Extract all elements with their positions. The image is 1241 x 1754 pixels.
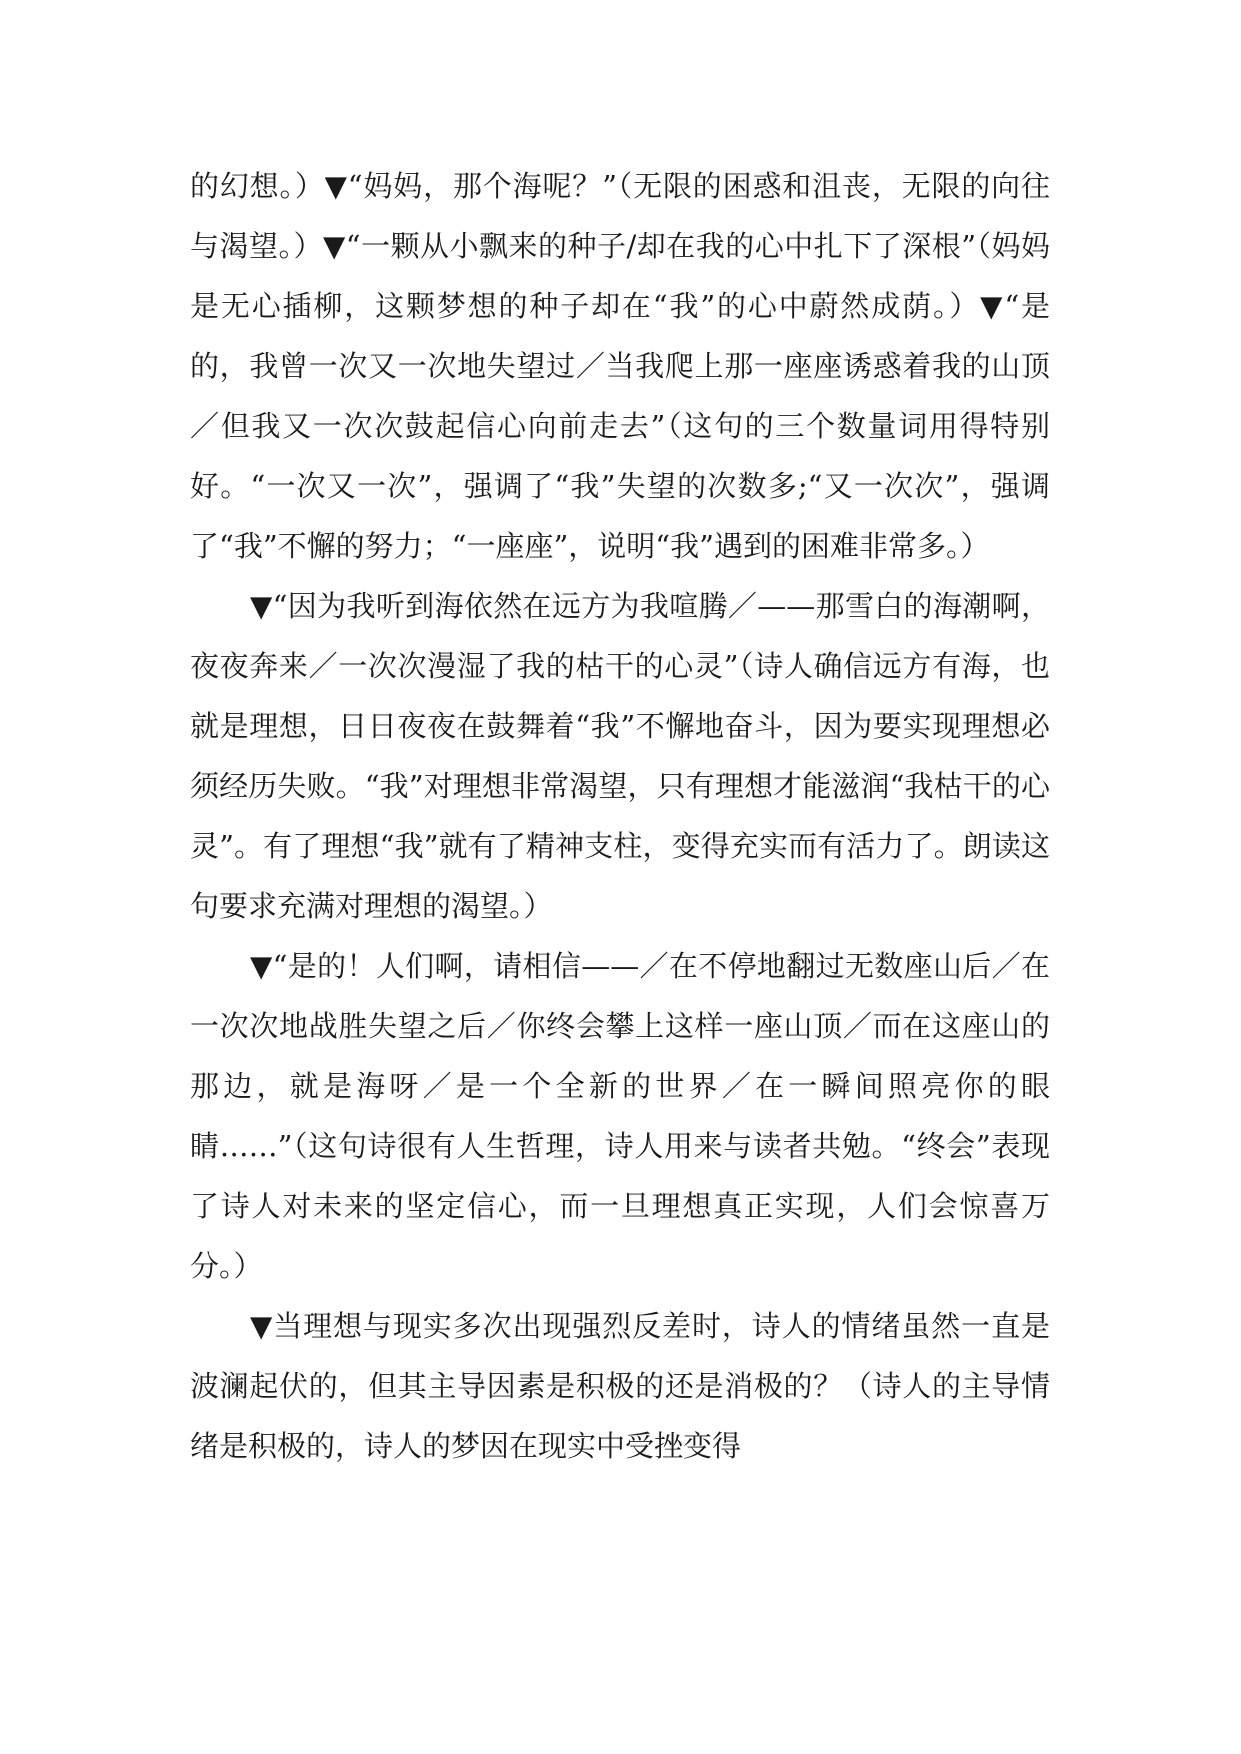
paragraph-3: ▼“是的！人们啊，请相信——／在不停地翻过无数座山后／在一次次地战胜失望之后／你终会攀上这样一座山顶／而在这座山的那边，就是海呀／是一个全新的世界／在一瞬间照亮你的眼睛……”（这句诗很有人生哲理，诗人用来与读者共勉。“终会”表现了诗人对未来的坚定信心，而一旦理想真正实现，人们会惊喜万分。） [190,949,1050,1283]
paragraph-1: 的幻想。）▼“妈妈，那个海呢？”（无限的困惑和沮丧，无限的向往与渴望。）▼“一颗从小飘来的种子/却在我的心中扎下了深根”（妈妈是无心插柳，这颗梦想的种子却在“我”的心中蔚然成荫。）▼“是的，我曾一次又一次地失望过／当我爬上那一座座诱惑着我的山顶／但我又一次次鼓起信心向前走去”（这句的三个数量词用得特别好。“一次又一次”，强调了“我”失望的次数多;“又一次次”，强调了“我”不懈的努力；“一座座”，说明“我”遇到的困难非常多。） [190,169,1050,563]
paragraph-4: ▼当理想与现实多次出现强烈反差时，诗人的情绪虽然一直是波澜起伏的，但其主导因素是积极的还是消极的？（诗人的主导情绪是积极的，诗人的梦因在现实中受挫变得 [190,1309,1050,1463]
paragraph-2: ▼“因为我听到海依然在远方为我喧腾／——那雪白的海潮啊，夜夜奔来／一次次漫湿了我的枯干的心灵”（诗人确信远方有海，也就是理想，日日夜夜在鼓舞着“我”不懈地奋斗，因为要实现理想必须经历失败。“我”对理想非常渴望，只有理想才能滋润“我枯干的心灵”。有了理想“我”就有了精神支柱，变得充实而有活力了。朗读这句要求充满对理想的渴望。） [190,589,1050,923]
document-page [190,156,1050,1476]
